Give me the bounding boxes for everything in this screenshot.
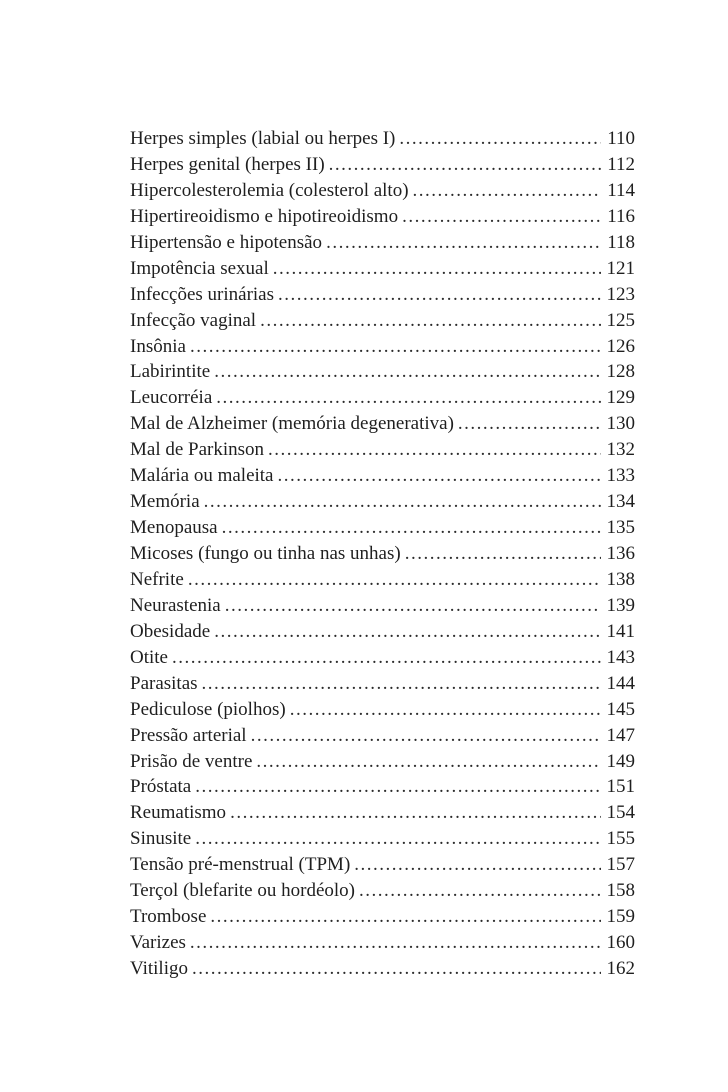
dot-leader [273, 256, 601, 282]
entry-page-number: 160 [606, 932, 635, 954]
toc-entry [130, 411, 635, 437]
entry-page-number: 144 [606, 672, 635, 694]
entry-title: Herpes simples (labial ou herpes I) [130, 128, 396, 149]
entry-title: Tensão pré-menstrual (TPM) [130, 854, 351, 876]
toc-entry [130, 619, 635, 645]
toc-entry [130, 359, 635, 385]
dot-leader [172, 645, 601, 671]
entry-title: Mal de Alzheimer (memória degenerativa) [130, 413, 454, 435]
entry-page-number: 145 [606, 698, 635, 720]
dot-leader [458, 411, 601, 437]
dot-leader [268, 437, 600, 463]
entry-page-number: 128 [606, 361, 635, 383]
entry-page-number: 125 [606, 309, 635, 331]
entry-title: Sinusite [130, 828, 192, 850]
entry-page-number: 123 [606, 283, 635, 305]
dot-leader [214, 619, 600, 645]
toc-entry [130, 749, 635, 775]
dot-leader [195, 826, 600, 852]
entry-page-number: 157 [606, 854, 635, 876]
dot-leader [278, 463, 601, 489]
toc-entry [130, 256, 635, 282]
entry-title: Mal de Parkinson [130, 439, 265, 461]
entry-page-number: 130 [606, 413, 635, 435]
dot-leader [192, 956, 601, 982]
entry-title: Herpes genital (herpes II) [130, 153, 325, 175]
dot-leader [405, 541, 601, 567]
entry-title: Pressão arterial [130, 724, 247, 746]
toc-entry [130, 800, 635, 826]
toc-entry [130, 308, 635, 334]
toc-entry [130, 178, 635, 204]
toc-entry [130, 152, 635, 178]
dot-leader [402, 204, 601, 230]
dot-leader [260, 308, 600, 334]
entry-page-number: 159 [606, 906, 635, 928]
entry-page-number: 110 [607, 128, 635, 149]
toc-entry [130, 515, 635, 541]
dot-leader [399, 126, 601, 152]
toc-entry [130, 852, 635, 878]
toc-entry [130, 593, 635, 619]
entry-title: Otite [130, 646, 168, 668]
dot-leader [230, 800, 600, 826]
entry-page-number: 154 [606, 802, 635, 824]
dot-leader [359, 878, 601, 904]
dot-leader [354, 852, 600, 878]
entry-title: Hipercolesterolemia (colesterol alto) [130, 179, 409, 201]
toc-entry [130, 697, 635, 723]
dot-leader [256, 749, 600, 775]
entry-page-number: 133 [606, 465, 635, 487]
table-of-contents [130, 126, 635, 982]
entry-page-number: 112 [607, 153, 635, 175]
entry-page-number: 136 [606, 543, 635, 564]
dot-leader [214, 359, 600, 385]
entry-title: Vitiligo [130, 958, 188, 979]
entry-page-number: 162 [606, 958, 635, 979]
entry-title: Infecções urinárias [130, 283, 275, 305]
entry-page-number: 143 [606, 646, 635, 668]
entry-title: Neurastenia [130, 594, 221, 616]
entry-title: Nefrite [130, 568, 184, 590]
toc-entry [130, 904, 635, 930]
entry-title: Terçol (blefarite ou hordéolo) [130, 880, 355, 902]
entry-title: Reumatismo [130, 802, 227, 824]
entry-title: Labirintite [130, 361, 211, 383]
toc-entry [130, 204, 635, 230]
toc-entry [130, 956, 635, 982]
toc-entry [130, 385, 635, 411]
dot-leader [278, 282, 600, 308]
entry-title: Parasitas [130, 672, 198, 694]
entry-page-number: 135 [606, 517, 635, 539]
toc-entry [130, 671, 635, 697]
entry-page-number: 139 [606, 594, 635, 616]
entry-title: Prisão de ventre [130, 750, 253, 772]
dot-leader [222, 515, 601, 541]
entry-title: Memória [130, 491, 200, 513]
entry-page-number: 116 [607, 205, 635, 227]
entry-page-number: 155 [606, 828, 635, 850]
entry-page-number: 134 [606, 491, 635, 513]
entry-title: Obesidade [130, 620, 211, 642]
entry-title: Hipertensão e hipotensão [130, 231, 323, 253]
entry-page-number: 121 [606, 257, 635, 279]
toc-entry [130, 567, 635, 593]
entry-title: Insônia [130, 335, 186, 357]
entry-title: Pediculose (piolhos) [130, 698, 286, 720]
entry-title: Micoses (fungo ou tinha nas unhas) [130, 543, 401, 564]
toc-entry [130, 437, 635, 463]
entry-title: Malária ou maleita [130, 465, 274, 487]
dot-leader [413, 178, 602, 204]
entry-page-number: 147 [606, 724, 635, 746]
toc-entry [130, 126, 635, 152]
entry-page-number: 129 [606, 387, 635, 409]
dot-leader [188, 567, 601, 593]
dot-leader [202, 671, 601, 697]
toc-entry [130, 489, 635, 515]
toc-entry [130, 282, 635, 308]
entry-title: Próstata [130, 776, 192, 798]
entry-page-number: 138 [606, 568, 635, 590]
toc-entry [130, 878, 635, 904]
entry-page-number: 149 [606, 750, 635, 772]
dot-leader [190, 930, 601, 956]
entry-title: Infecção vaginal [130, 309, 257, 331]
entry-title: Hipertireoidismo e hipotireoidismo [130, 205, 399, 227]
toc-entry [130, 774, 635, 800]
entry-page-number: 132 [606, 439, 635, 461]
dot-leader [225, 593, 601, 619]
dot-leader [204, 489, 601, 515]
entry-title: Leucorréia [130, 387, 213, 409]
entry-page-number: 141 [606, 620, 635, 642]
toc-entry [130, 541, 635, 567]
entry-page-number: 114 [607, 179, 635, 201]
toc-entry [130, 334, 635, 360]
dot-leader [326, 230, 601, 256]
toc-entry [130, 930, 635, 956]
entry-page-number: 126 [606, 335, 635, 357]
entry-page-number: 158 [606, 880, 635, 902]
entry-title: Menopausa [130, 517, 218, 539]
dot-leader [195, 774, 600, 800]
toc-entry [130, 645, 635, 671]
dot-leader [251, 723, 601, 749]
dot-leader [190, 334, 601, 360]
dot-leader [290, 697, 601, 723]
entry-page-number: 151 [606, 776, 635, 798]
dot-leader [329, 152, 602, 178]
toc-entry [130, 723, 635, 749]
toc-entry [130, 826, 635, 852]
toc-entry [130, 230, 635, 256]
entry-title: Trombose [130, 906, 207, 928]
toc-entry [130, 463, 635, 489]
dot-leader [210, 904, 600, 930]
entry-title: Impotência sexual [130, 257, 269, 279]
entry-title: Varizes [130, 932, 186, 954]
entry-page-number: 118 [607, 231, 635, 253]
dot-leader [216, 385, 600, 411]
